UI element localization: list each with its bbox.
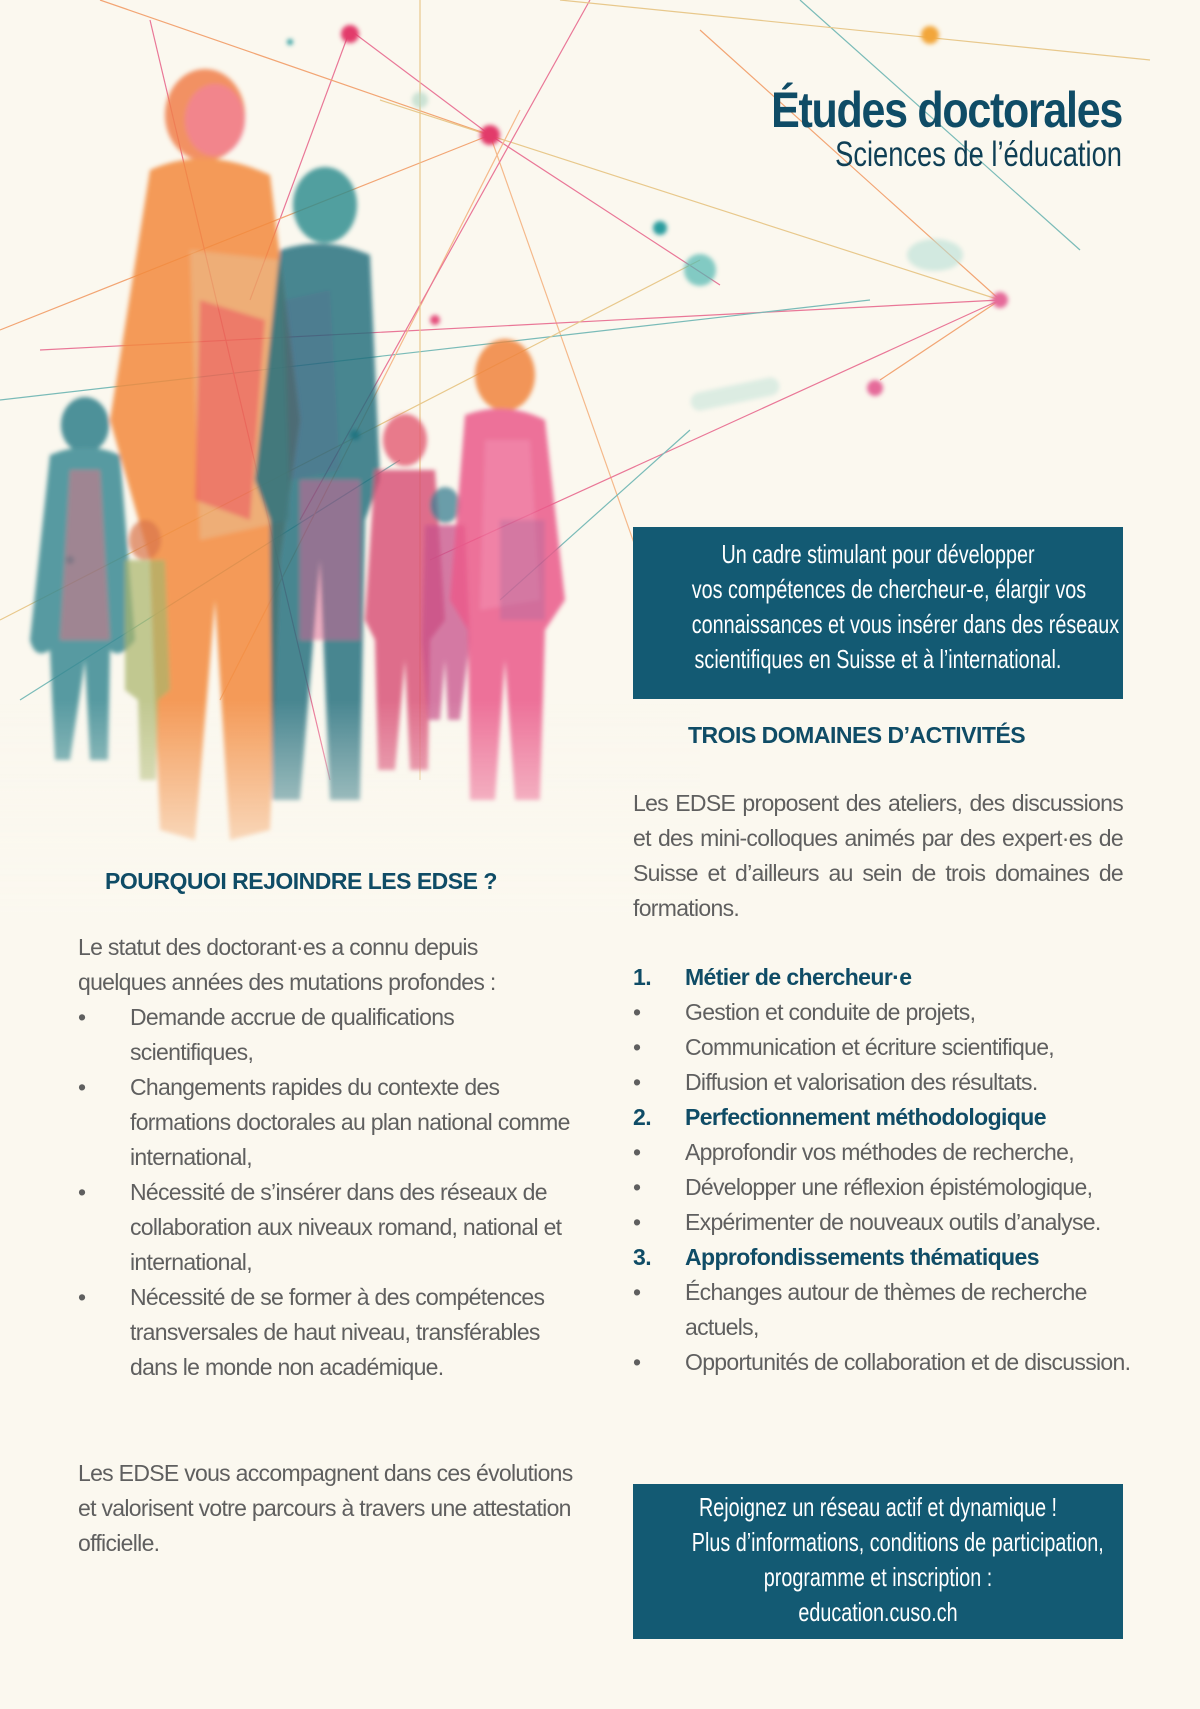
why-list <box>78 1000 578 1385</box>
domain-item <box>633 1065 1133 1100</box>
cta-line: Plus d’informations, conditions de participation, <box>691 1527 1104 1557</box>
domain-item <box>633 1135 1133 1170</box>
domain-item-text: Communication et écriture scientifique, <box>685 1034 1054 1060</box>
domain-heading <box>633 960 1133 995</box>
page-title: Études doctorales <box>771 82 1122 138</box>
intro-line: vos compétences de chercheur-e, élargir vos <box>691 574 1087 604</box>
bullet: • <box>78 1074 86 1100</box>
cta-line: Rejoignez un réseau actif et dynamique ! <box>698 1492 1058 1522</box>
intro-line: scientifiques en Suisse et à l’international. <box>694 644 1062 674</box>
cta-line: programme et inscription : <box>763 1562 993 1592</box>
domain-item <box>633 1205 1133 1240</box>
website-link[interactable]: education.cuso.ch <box>798 1597 958 1627</box>
domain-item-text: Expérimenter de nouveaux outils d’analyse. <box>685 1209 1101 1235</box>
domain-title: Approfondissements thématiques <box>685 1244 1039 1270</box>
list-item <box>78 1175 578 1280</box>
list-item <box>78 1000 578 1070</box>
why-heading: POURQUOI REJOINDRE LES EDSE ? <box>105 868 497 894</box>
bullet: • <box>78 1179 86 1205</box>
bullet: • <box>633 1034 641 1060</box>
cta-box <box>633 1484 1123 1639</box>
domain-item-text: Approfondir vos méthodes de recherche, <box>685 1139 1074 1165</box>
page-header <box>714 84 1122 174</box>
intro-line: Un cadre stimulant pour développer <box>721 539 1035 569</box>
domain-item <box>633 1275 1133 1345</box>
domain-item <box>633 995 1133 1030</box>
domain-item-text: Développer une réflexion épistémologique, <box>685 1174 1093 1200</box>
domain-heading <box>633 1100 1133 1135</box>
bullet: • <box>633 1209 641 1235</box>
bullet: • <box>633 1139 641 1165</box>
bullet: • <box>78 1004 86 1030</box>
bullet: • <box>78 1284 86 1310</box>
activities-lead: Les EDSE proposent des ateliers, des discussions et des mini-colloques animés par des expert·es de Suisse et d’ailleurs au sein de trois domaines de formations. <box>633 790 1123 921</box>
domain-item <box>633 1030 1133 1065</box>
domain-number: 1. <box>633 964 651 990</box>
domain-heading <box>633 1240 1133 1275</box>
why-intro: Le statut des doctorant·es a connu depuis quelques années des mutations profondes : <box>78 934 496 995</box>
list-item-text: Demande accrue de qualifications scientifiques, <box>130 1004 455 1065</box>
domain-title: Perfectionnement méthodologique <box>685 1104 1046 1130</box>
domains-list <box>633 960 1133 1380</box>
bullet: • <box>633 1349 641 1375</box>
page-subtitle: Sciences de l’éducation <box>835 135 1122 174</box>
domain-item-text: Opportunités de collaboration et de discussion. <box>685 1349 1131 1375</box>
intro-box <box>633 527 1123 699</box>
intro-line: connaissances et vous insérer dans des réseaux <box>691 609 1120 639</box>
domain-title: Métier de chercheur·e <box>685 964 912 990</box>
domain-number: 2. <box>633 1104 651 1130</box>
domain-item-text: Diffusion et valorisation des résultats. <box>685 1069 1038 1095</box>
domain-item <box>633 1170 1133 1205</box>
bullet: • <box>633 1279 641 1305</box>
list-item-text: Changements rapides du contexte des formations doctorales au plan national comme international, <box>130 1074 570 1170</box>
activities-heading: TROIS DOMAINES D’ACTIVITÉS <box>688 722 1026 748</box>
list-item <box>78 1280 578 1385</box>
domain-item-text: Échanges autour de thèmes de recherche actuels, <box>685 1279 1087 1340</box>
bullet: • <box>633 999 641 1025</box>
list-item-text: Nécessité de se former à des compétences transversales de haut niveau, transférables dans le monde non académique. <box>130 1284 545 1380</box>
list-item <box>78 1070 578 1175</box>
list-item-text: Nécessité de s’insérer dans des réseaux de collaboration aux niveaux romand, national et international, <box>130 1179 562 1275</box>
bullet: • <box>633 1069 641 1095</box>
domain-number: 3. <box>633 1244 651 1270</box>
why-outro: Les EDSE vous accompagnent dans ces évolutions et valorisent votre parcours à travers une attestation officielle. <box>78 1460 573 1556</box>
domain-item <box>633 1345 1133 1380</box>
domain-item-text: Gestion et conduite de projets, <box>685 999 976 1025</box>
bullet: • <box>633 1174 641 1200</box>
